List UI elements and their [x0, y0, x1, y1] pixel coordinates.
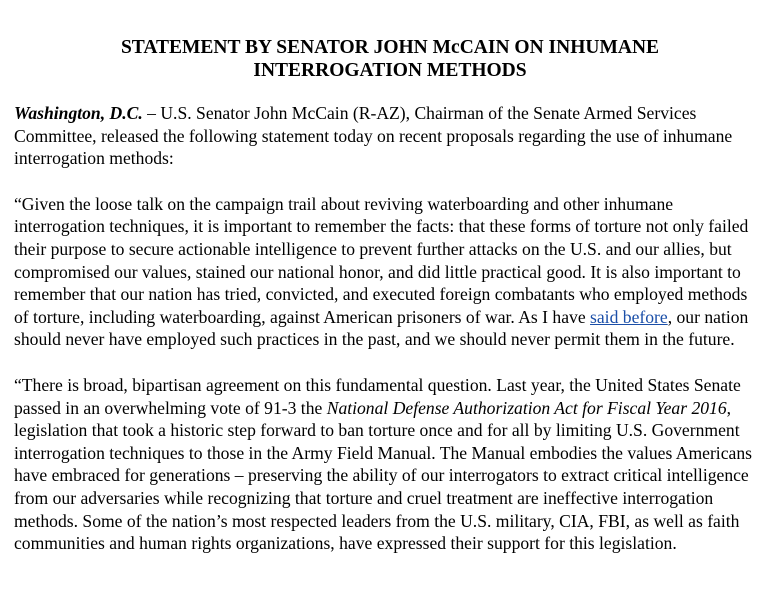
quote2-text-before-italic: “There is broad, bipartisan agreement on this fundamental question. Last year, the United States Senate passed in an overwhelming vote of 91-3 the [14, 374, 741, 418]
title-line-2: INTERROGATION METHODS [253, 60, 527, 81]
statement-document [14, 36, 766, 555]
quote1-text-after-link: , our nation should never have employed such practices in the past, and we should never permit them in the future. [14, 306, 749, 350]
quote1-text-before-link: “Given the loose talk on the campaign trail about reviving waterboarding and other inhumane interrogation techniques, it is important to remember the facts: that these forms of torture not only failed their purpose to secure actionable intelligence to prevent further attacks on the U.S. and our allies, but compromised our values, stained our national honor, and did little practical good. It is also important to remember that our nation has tried, convicted, and executed foreign combatants who employed methods of torture, including waterboarding, against American prisoners of war. As I have [14, 193, 749, 327]
intro-text: – U.S. Senator John McCain (R-AZ), Chairman of the Senate Armed Services Committee, released the following statement today on recent proposals regarding the use of inhumane interrogation methods: [14, 103, 733, 169]
said-before-link[interactable]: said before [590, 306, 668, 327]
statement-title [14, 36, 766, 82]
quote2-text-after-italic: , legislation that took a historic step forward to ban torture once and for all by limiting U.S. Government interrogation techniques to those in the Army Field Manual. The Manual embodies the values Americans have embraced for generations – preserving the ability of our interrogators to extract critical intelligence from our adversaries while recognizing that torture and cruel treatment are ineffective interrogation methods. Some of the nation’s most respected leaders from the U.S. military, CIA, FBI, as well as faith communities and human rights organizations, have expressed their support for this legislation. [14, 397, 752, 554]
title-line-1: STATEMENT BY SENATOR JOHN McCAIN ON INHUMANE [120, 37, 660, 58]
intro-paragraph [14, 102, 766, 170]
quote-paragraph-2 [14, 374, 766, 555]
quote-paragraph-1 [14, 193, 766, 351]
dateline: Washington, D.C. [14, 103, 143, 123]
ndaa-act-title: National Defense Authorization Act for Fiscal Year 2016 [326, 397, 727, 418]
